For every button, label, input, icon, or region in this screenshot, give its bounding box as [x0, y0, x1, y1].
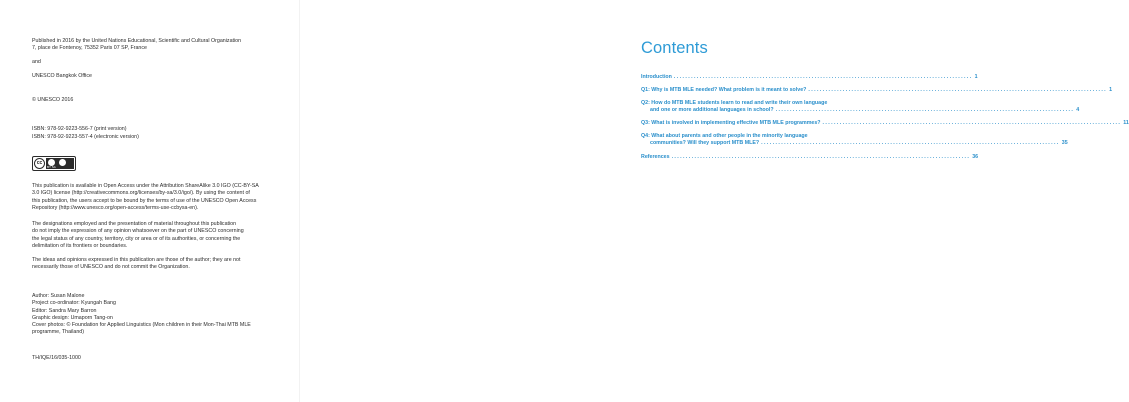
designations-disclaimer — [32, 221, 264, 250]
credit-author: Author: Susan Malone — [32, 293, 85, 299]
and-text: and — [32, 59, 41, 65]
license-line: 3.0 IGO) license (http://creativecommons.org/licenses/by-sa/3.0/igo/). By using the content of — [32, 190, 250, 197]
isbn-electronic-text: ISBN: 978-92-9223-557-4 (electronic version) — [32, 134, 139, 140]
toc-entry-introduction[interactable] — [641, 74, 978, 81]
credit-photos-cont: programme, Thailand) — [32, 329, 85, 336]
disclaimer-line: The designations employed and the presentation of material throughout this publication — [32, 221, 237, 227]
credit-editor: Editor: Sandra Mary Barron — [32, 307, 97, 314]
license-line: Repository (http://www.unesco.org/open-access/terms-use-ccbysa-en). — [32, 204, 199, 211]
license-line: This publication is available in Open Access under the Attribution ShareAlike 3.0 IGO (CC-BY-SA — [32, 183, 259, 189]
toc-entry-references[interactable] — [641, 154, 979, 161]
toc-leader-dots: ........................................................................................................ — [671, 154, 971, 160]
license-line: this publication, the users accept to be bound by the terms of use of the UNESCO Open Access — [32, 197, 257, 204]
opinions-disclaimer — [32, 257, 264, 272]
bangkok-office-text: UNESCO Bangkok Office — [32, 73, 92, 79]
document-code: TH/IQE/16/035-1000 — [32, 355, 81, 361]
toc-page-number: 35 — [1061, 140, 1068, 147]
publisher-line: Published in 2016 by the United Nations Educational, Scientific and Cultural Organization — [32, 38, 242, 44]
contents-page — [300, 0, 1129, 402]
toc-entry-label-cont: and one or more additional languages in school? — [650, 107, 774, 114]
toc-page-number: 1 — [1109, 87, 1113, 93]
toc-page-number: 36 — [972, 154, 979, 160]
imprint-page — [0, 0, 300, 402]
toc-entry-label: Q2: How do MTB MLE students learn to read and write their own language — [641, 100, 828, 106]
toc-leader-dots: ........................................................................................................ — [822, 120, 1122, 126]
credit-coordinator: Project co-ordinator: Kyungah Bang — [32, 300, 116, 307]
publisher-address-line: 7, place de Fontenoy, 75352 Paris 07 SP, France — [32, 45, 147, 52]
cc-by-sa-license-icon — [32, 156, 76, 171]
toc-entry-label: Introduction — [641, 74, 672, 80]
toc-entry-label: References — [641, 154, 670, 160]
publisher-statement — [32, 38, 264, 53]
toc-entry-q4[interactable] — [641, 133, 1068, 148]
disclaimer-line: delimitation of its frontiers or boundaries. — [32, 242, 128, 249]
toc-entry-q2[interactable] — [641, 100, 1080, 115]
cc-icon: cc — [34, 158, 45, 169]
toc-leader-dots: ........................................................................................................ — [775, 107, 1075, 114]
license-statement — [32, 183, 264, 212]
toc-page-number: 4 — [1076, 107, 1080, 114]
toc-entry-label: Q3: What is involved in implementing effective MTB MLE programmes? — [641, 120, 821, 126]
toc-entry-q1[interactable] — [641, 87, 1113, 94]
credit-photos: Cover photos: © Foundation for Applied Linguistics (Mon children in their Mon-Thai MTB MLE — [32, 322, 251, 329]
toc-entry-label: Q4: What about parents and other people in the minority language — [641, 133, 808, 139]
credit-design: Graphic design: Umaporn Tang-on — [32, 314, 113, 321]
toc-page-number: 11 — [1123, 120, 1129, 126]
isbn-print-text: ISBN: 978-92-9223-556-7 (print version) — [32, 126, 127, 132]
disclaimer-line: the legal status of any country, territory, city or area or of its authorities, or concerning the — [32, 235, 241, 242]
share-alike-icon — [59, 159, 66, 166]
toc-leader-dots: ........................................................................................................ — [761, 140, 1060, 147]
copyright-text: © UNESCO 2016 — [32, 97, 74, 103]
disclaimer-line: do not imply the expression of any opinion whatsoever on the part of UNESCO concerning — [32, 228, 244, 235]
toc-entry-q3[interactable] — [641, 120, 1129, 127]
toc-entry-label-cont: communities? Will they support MTB MLE? — [650, 140, 760, 147]
toc-page-number: 1 — [974, 74, 978, 80]
contents-title: Contents — [641, 39, 708, 57]
toc-entry-label: Q1: Why is MTB MLE needed? What problem is it meant to solve? — [641, 87, 807, 93]
disclaimer-line: necessarily those of UNESCO and do not commit the Organization. — [32, 264, 190, 271]
cc-badge-subtext: BY SA — [47, 165, 56, 169]
toc-leader-dots: ........................................................................................................ — [808, 87, 1108, 93]
toc-leader-dots: ........................................................................................................ — [673, 74, 973, 80]
credits — [32, 293, 264, 337]
disclaimer-line: The ideas and opinions expressed in this publication are those of the author; they are not — [32, 257, 241, 263]
